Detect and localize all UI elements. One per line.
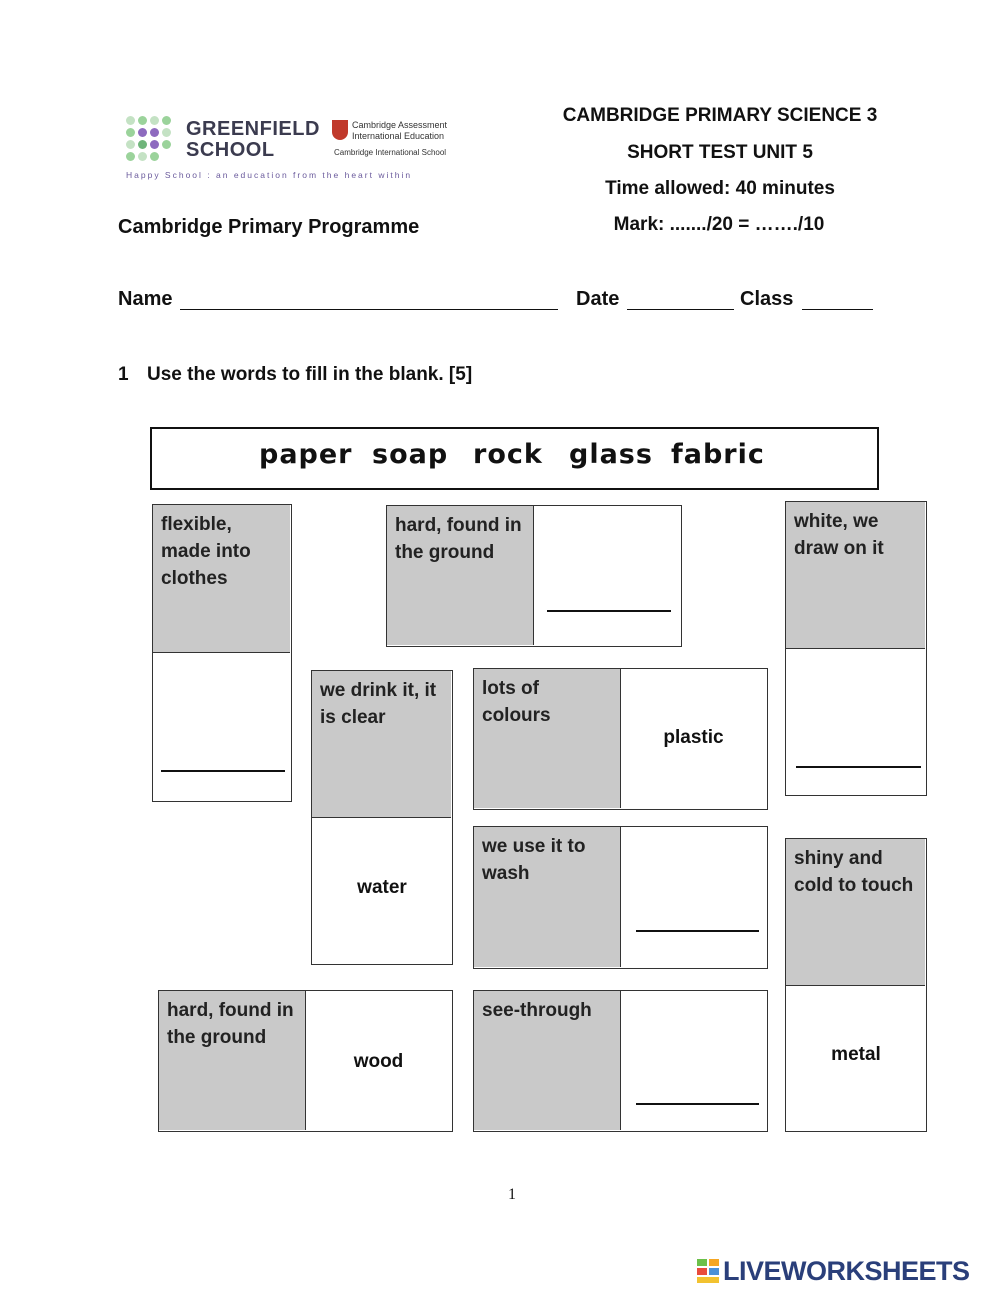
card-soap (473, 826, 768, 969)
given-answer: wood (353, 1051, 404, 1072)
card-clue: see-through (474, 991, 621, 1130)
card-clue: shiny and cold to touch (786, 839, 925, 986)
school-logo (124, 114, 464, 184)
time-allowed: Time allowed: 40 minutes (605, 178, 835, 199)
cambridge-shield-icon (332, 120, 348, 140)
name-label: Name (118, 288, 173, 310)
name-field[interactable] (180, 309, 558, 310)
card-clue: we drink it, it is clear (312, 671, 451, 818)
card-glass (473, 990, 768, 1132)
card-clue: white, we draw on it (786, 502, 925, 649)
question-text: Use the words to fill in the blank. [5] (147, 364, 473, 385)
test-title: CAMBRIDGE PRIMARY SCIENCE 3 (562, 105, 878, 126)
logo-dots (124, 114, 178, 166)
test-subtitle: SHORT TEST UNIT 5 (627, 142, 813, 163)
partner-line1: Cambridge Assessment (352, 120, 448, 130)
footer-brand: LIVEWORKSHEETS (723, 1256, 970, 1286)
card-fabric (152, 504, 292, 802)
programme-label: Cambridge Primary Programme (118, 216, 420, 238)
liveworksheets-logo (697, 1256, 997, 1286)
logo-name-line1: GREENFIELD (186, 118, 320, 140)
card-rock (386, 505, 682, 647)
card-clue: we use it to wash (474, 827, 621, 967)
word-bank-item: paper (259, 439, 353, 470)
word-bank (150, 427, 879, 490)
answer-blank-fabric[interactable] (161, 770, 285, 772)
question-number: 1 (118, 364, 129, 385)
partner-line3: Cambridge International School (334, 148, 447, 157)
date-field[interactable] (627, 309, 734, 310)
card-clue: hard, found in the ground (159, 991, 306, 1130)
logo-name-line2: SCHOOL (186, 139, 275, 161)
answer-blank-soap[interactable] (636, 930, 759, 932)
card-water (311, 670, 453, 965)
partner-line2: International Education (352, 131, 445, 141)
card-clue: lots of colours (474, 669, 621, 808)
given-answer: water (357, 877, 407, 898)
mark-field: Mark: ......./20 = ……./10 (613, 214, 825, 235)
word-bank-item: soap (372, 439, 449, 470)
logo-tagline: Happy School : an education from the heart within (126, 170, 413, 180)
given-answer: metal (831, 1044, 881, 1065)
card-clue: hard, found in the ground (387, 506, 534, 645)
answer-blank-rock[interactable] (547, 610, 671, 612)
liveworksheets-icon (697, 1259, 719, 1283)
page-number: 1 (508, 1186, 516, 1203)
given-answer: plastic (663, 727, 724, 748)
answer-blank-glass[interactable] (636, 1103, 759, 1105)
word-bank-item: rock (473, 439, 543, 470)
word-bank-item: fabric (671, 439, 765, 470)
card-metal (785, 838, 927, 1132)
card-paper (785, 501, 927, 796)
class-field[interactable] (802, 309, 873, 310)
card-clue: flexible, made into clothes (153, 505, 290, 653)
card-wood (158, 990, 453, 1132)
class-label: Class (740, 288, 794, 310)
answer-blank-paper[interactable] (796, 766, 921, 768)
card-plastic (473, 668, 768, 810)
word-bank-item: glass (569, 439, 653, 470)
date-label: Date (576, 288, 620, 310)
